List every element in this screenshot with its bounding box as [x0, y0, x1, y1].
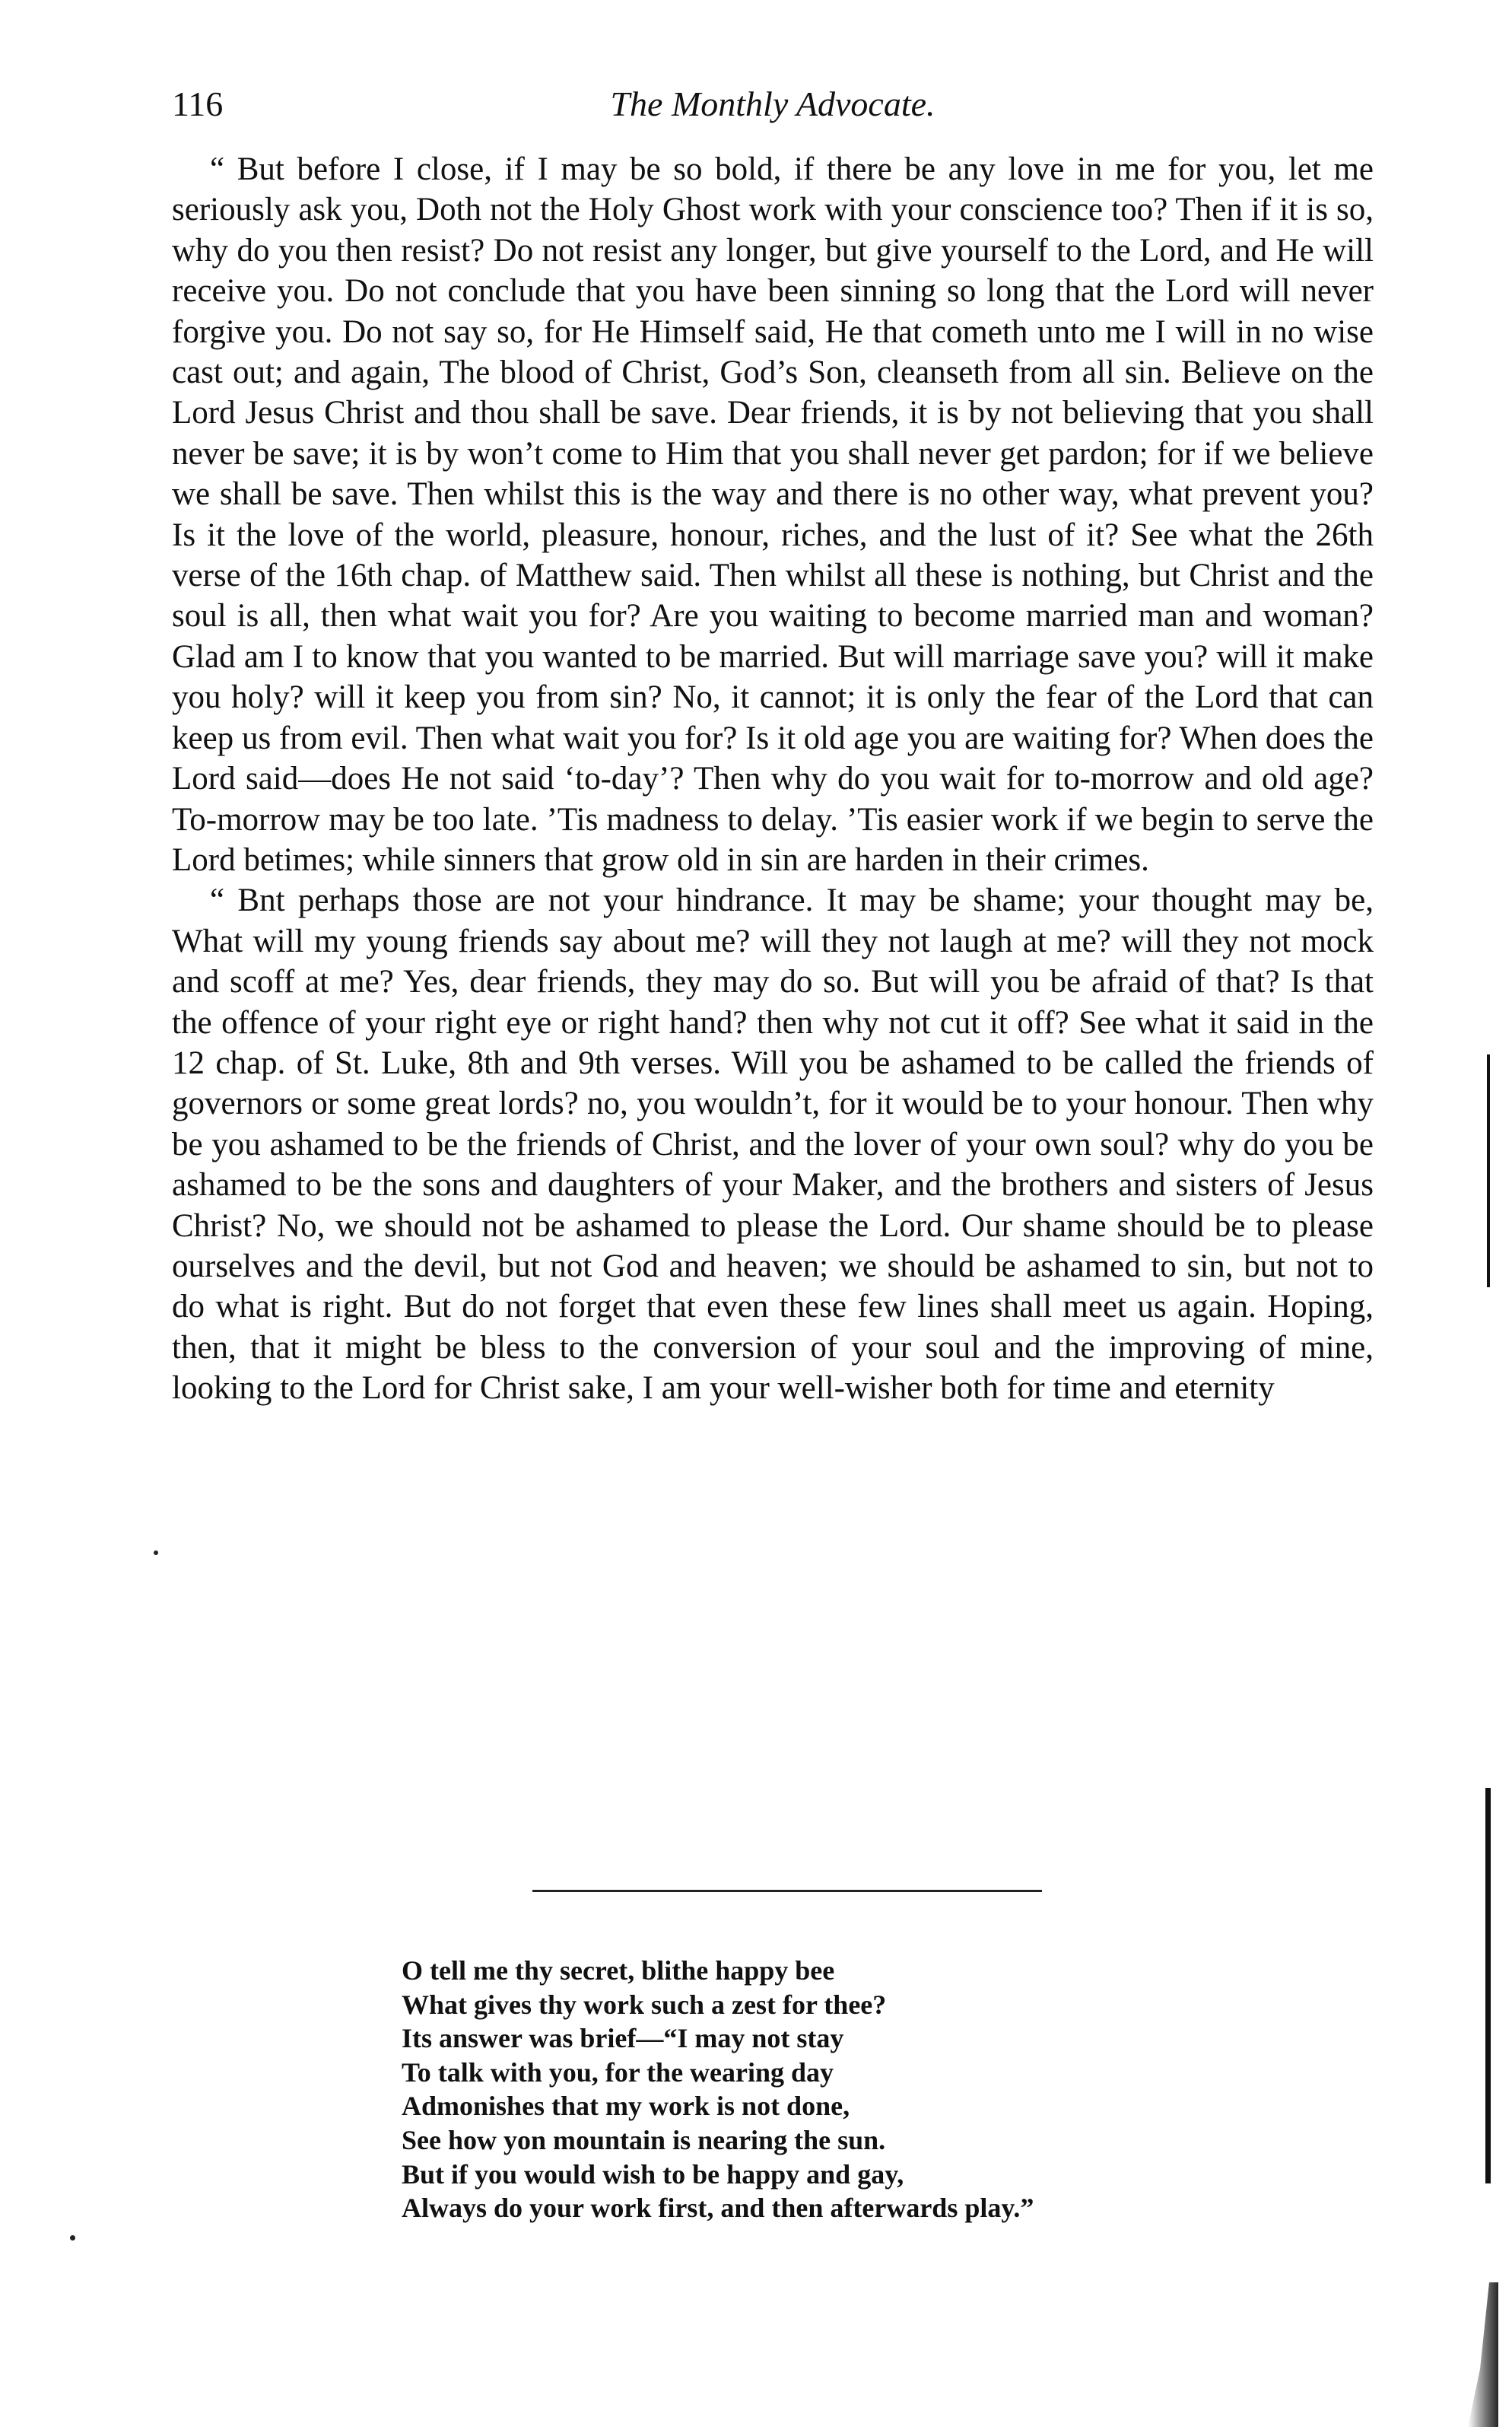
poem-line: But if you would wish to be happy and gay, [402, 2158, 904, 2190]
poem-line: Always do your work first, and then afterwards play.” [402, 2193, 1034, 2224]
page-header [172, 84, 1374, 137]
scan-margin-mark [1487, 1054, 1490, 1287]
poem-line: What gives thy work such a zest for thee? [402, 1989, 887, 2020]
section-divider [532, 1890, 1042, 1892]
page-number: 116 [172, 84, 224, 123]
letter-body [172, 149, 1374, 1409]
paragraph-1: “ But before I close, if I may be so bold, if there be any love in me for you, let me seriously ask you, Doth not the Holy Ghost work with your conscience too? Then if it is so, why do you then resist? Do not resist any longer, but give yourself to the Lord, and He will receive you. Do not conclude that you have been sinning so long that the Lord will never forgive you. Do not say so, for He Himself said, He that cometh unto me I will in no wise cast out; and again, The blood of Christ, God’s Son, cleanseth from all sin. Believe on the Lord Jesus Christ and thou shall be save. Dear friends, it is by not believing that you shall never be save; it is by won’t come to Him that you shall never get pardon; for if we believe we shall be save. Then whilst this is the way and there is no other way, what prevent you? Is it the love of the world, pleasure, honour, riches, and the lust of it? See what the 26th verse of the 16th chap. of Matthew said. Then whilst all these is nothing, but Christ and the soul is all, then what wait you for? Are you waiting to become married man and woman? Glad am I to know that you wanted to be married. But will marriage save you? will it make you holy? will it keep you from sin? No, it cannot; it is only the fear of the Lord that can keep us from evil. Then what wait you for? Is it old age you are waiting for? When does the Lord said—does He not said ‘to-day’? Then why do you wait for to-morrow and old age? To-morrow may be too late. ’Tis madness to delay. ’Tis easier work if we begin to serve the Lord betimes; while sinners that grow old in sin are harden in their crimes. [172, 151, 1374, 878]
scan-edge-shadow [1468, 2282, 1498, 2427]
paragraph-2: “ Bnt perhaps those are not your hindrance. It may be shame; your thought may be, What will my young friends say about me? will they not laugh at me? will they not mock and scoff at me? Yes, dear friends, they may do so. But will you be afraid of that? Is that the offence of your right eye or right hand? then why not cut it off? See what it said in the 12 chap. of St. Luke, 8th and 9th verses. Will you be ashamed to be called the friends of governors or some great lords? no, you wouldn’t, for it would be to your honour. Then why be you ashamed to be the friends of Christ, and the lover of your own soul? why do you be ashamed to be the sons and daughters of your Maker, and the brothers and sisters of Jesus Christ? No, we should not be ashamed to please the Lord. Our shame should be to please ourselves and the devil, but not God and heaven; we should be ashamed to sin, but not to do what is right. But do not forget that even these few lines shall meet us again. Hoping, then, that it might be bless to the conversion of your soul and the improving of mine, looking to the Lord for Christ sake, I am your well-wisher both for time and eternity [172, 883, 1374, 1407]
poem-line: To talk with you, for the wearing day [402, 2056, 834, 2088]
poem-line: Admonishes that my work is not done, [402, 2091, 850, 2122]
scan-margin-mark [1485, 1788, 1491, 2183]
poem-line: Its answer was brief—“I may not stay [402, 2023, 844, 2054]
scan-speck [70, 2235, 75, 2241]
poem-line: See how yon mountain is nearing the sun. [402, 2124, 886, 2155]
poem [402, 1954, 1329, 2225]
running-title: The Monthly Advocate. [610, 84, 935, 123]
poem-line: O tell me thy secret, blithe happy bee [402, 1955, 835, 1986]
scan-speck [154, 1550, 158, 1555]
